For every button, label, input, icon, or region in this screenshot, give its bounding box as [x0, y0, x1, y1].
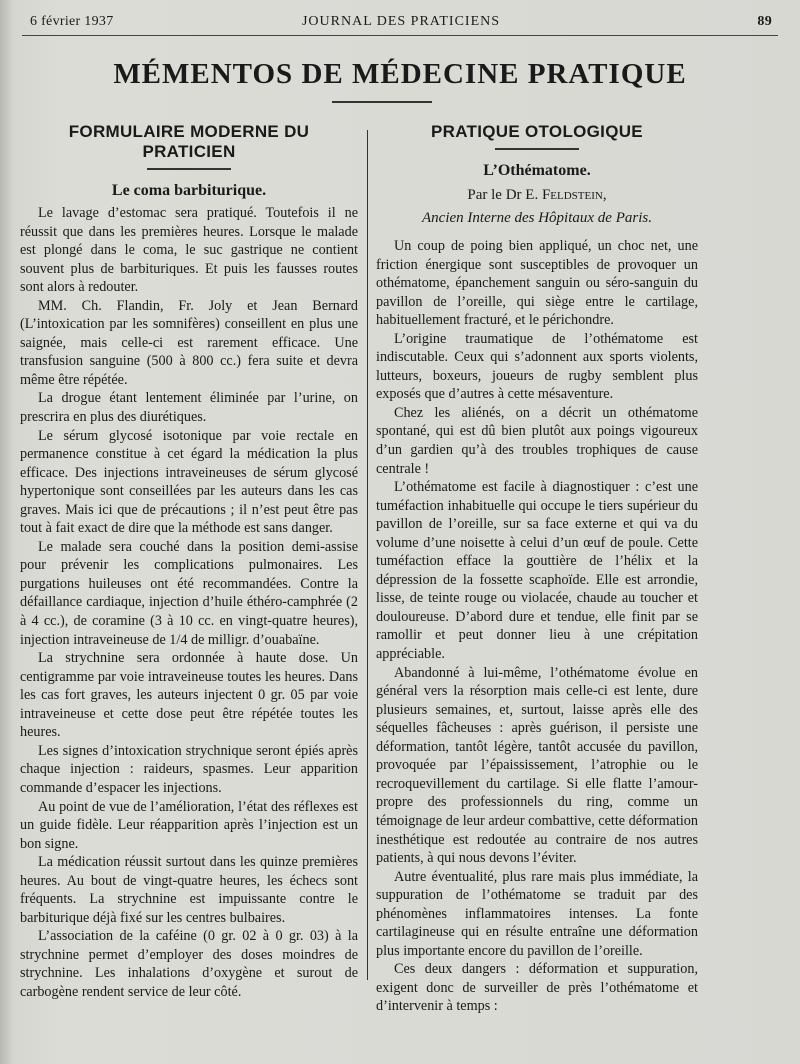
left-paragraph: Les signes d’intoxication strychnique seront épiés après chaque injection : raideurs, spasmes. Leur apparition commande d’espacer les injections. [20, 742, 358, 796]
right-paragraph: Abandonné à lui-même, l’othématome évolue en général vers la résorption mais celle-ci est lente, dure plusieurs semaines, et, surtout, laisse après elle des séquelles fâcheuses : après guérison, il persiste une déformation, tantôt légère, tantôt accusée du pavillon, provoquée par l’épaississement, l’atrophie ou le recroquevillement du cartilage. Si elle flatte l’amour-propre des professionnels du ring, comme un témoignage de leur ardeur combattive, cette déformation inesthétique est redoutée au contraire de nos autres patients, à qui nous devons l’éviter. [376, 664, 698, 867]
right-paragraph: Chez les aliénés, on a décrit un othématome spontané, qui est dû bien plutôt aux poings vigoureux d’un gardien qu’à des troubles trophiques de cause centrale ! [376, 404, 698, 477]
right-paragraph: Un coup de poing bien appliqué, un choc net, une friction énergique sont susceptibles de provoquer un othématome, épanchement sanguin ou séro-sanguin du pavillon de l’oreille, qui siège entre le cartilage, habituellement fracturé, et le périchondre. [376, 238, 698, 329]
author-name: E. Feldstein, [525, 187, 607, 203]
left-paragraph: Au point de vue de l’amélioration, l’état des réflexes est un guide fidèle. Leur réapparition après l’injection est un bon signe. [20, 798, 358, 852]
journal-name: JOURNAL DES PRATICIENS [301, 14, 501, 29]
issue-date: 6 février 1937 [30, 14, 114, 29]
title-rule [332, 101, 432, 103]
left-paragraph: L’association de la caféine (0 gr. 02 à 0 gr. 03) à la strychnine permet d’employer des doses moindres de strychnine. Les inhalations d’oxygène et surout de carbogène rendent service de leur côté. [20, 928, 358, 1000]
left-paragraph: MM. Ch. Flandin, Fr. Joly et Jean Bernard (L’intoxication par les somnifères) conseillent en plus une saignée, mais celle-ci est rarement efficace. Une transfusion sanguine (500 à 800 cc.) fera suite et devra même être répétée. [20, 297, 358, 388]
page-number: 89 [757, 14, 772, 29]
section-rule [495, 148, 579, 150]
left-paragraph: Le malade sera couché dans la position demi-assise pour prévenir les complications pulmonaires. Les purgations huileuses ont été recommandées. Contre la défaillance cardiaque, injection d’huile éthéro-camphrée (2 à 4 cc.), de coramine (3 à 10 cc. en vingt-quatre heures), injection intraveineuse de 1/4 de milligr. d’ouabaïne. [20, 538, 358, 648]
header-rule [22, 35, 778, 36]
author-byline [376, 184, 698, 207]
right-section-heading: PRATIQUE OTOLOGIQUE [431, 122, 643, 141]
right-paragraph: L’othématome est facile à diagnostiquer : c’est une tuméfaction inhabituelle qui occupe le tiers supérieur du pavillon de l’oreille, sur sa face externe et qui va du volume d’une noisette à celui d’un œuf de poule. Cette tuméfaction efface la gouttière de l’hélix et la dépression de la fossette scaphoïde. Elle est arrondie, lisse, de teinte rouge ou violacée, chaude au toucher et douloureuse. D’abord dure et tendue, elle finit par se ramollir et peut donner lieu à une crépitation appréciable. [376, 479, 698, 663]
right-paragraph: Ces deux dangers : déformation et suppuration, exigent donc de surveiller de près l’othématome et d’intervenir à temps : [376, 961, 698, 1015]
right-paragraph: Autre éventualité, plus rare mais plus immédiate, la suppuration de l’othématome se traduit par des phénomènes inflammatoires intenses. La fonte cartilagineuse qui en résulte entraîne une déformation plus importante encore du pavillon de l’oreille. [376, 868, 698, 959]
column-divider [367, 130, 368, 980]
left-paragraph: Le lavage d’estomac sera pratiqué. Toutefois il ne réussit que dans les premières heures. Lorsque le malade est plongé dans le coma, le suc gastrique ne contient souvent plus de barbituriques. Et puis les fausses routes sont alors à redouter. [20, 205, 358, 296]
left-paragraph: La strychnine sera ordonnée à haute dose. Un centigramme par voie intraveineuse toutes les heures. Dans les cas fort graves, les auteurs injectent 0 gr. 05 par voie intraveineuse et cette dose peut être répétée toutes les heures. [20, 650, 358, 741]
byline-prefix: Par le Dr [467, 187, 522, 203]
right-paragraph: L’origine traumatique de l’othématome est indiscutable. Ceux qui s’adonnent aux sports violents, lutteurs, boxeurs, joueurs de rugby semblent plus exposés que d’autres à cette mésaventure. [376, 330, 698, 403]
left-paragraph: La drogue étant lentement éliminée par l’urine, on prescrira en plus des diurétiques. [20, 390, 358, 426]
left-paragraph: Le sérum glycosé isotonique par voie rectale en permanence constitue à cet égard la médication la plus efficace. Des injections intraveineuses de sérum glycosé hypertonique sont conseillées par les auteurs dans les cas graves. Mais ici que de précautions ; il n’est peut être pas tout à fait exact de dire que la méthode est sans danger. [20, 427, 358, 537]
section-rule [147, 168, 231, 170]
left-section-heading: FORMULAIRE MODERNE DU PRATICIEN [68, 122, 310, 161]
page-title: MÉMENTOS DE MÉDECINE PRATIQUE [113, 58, 687, 90]
right-column [376, 122, 698, 1016]
running-header [30, 14, 772, 34]
left-paragraph: La médication réussit surtout dans les quinze premières heures. Au bout de vingt-quatre heures, les échecs sont fréquents. La strychnine est impuissante contre le barbiturique déjà fixé sur les centres bulbaires. [20, 854, 358, 926]
right-article-title: L’Othématome. [483, 162, 591, 179]
author-affiliation: Ancien Interne des Hôpitaux de Paris. [422, 210, 652, 226]
left-column [20, 122, 358, 1002]
left-article-title: Le coma barbiturique. [111, 182, 267, 199]
